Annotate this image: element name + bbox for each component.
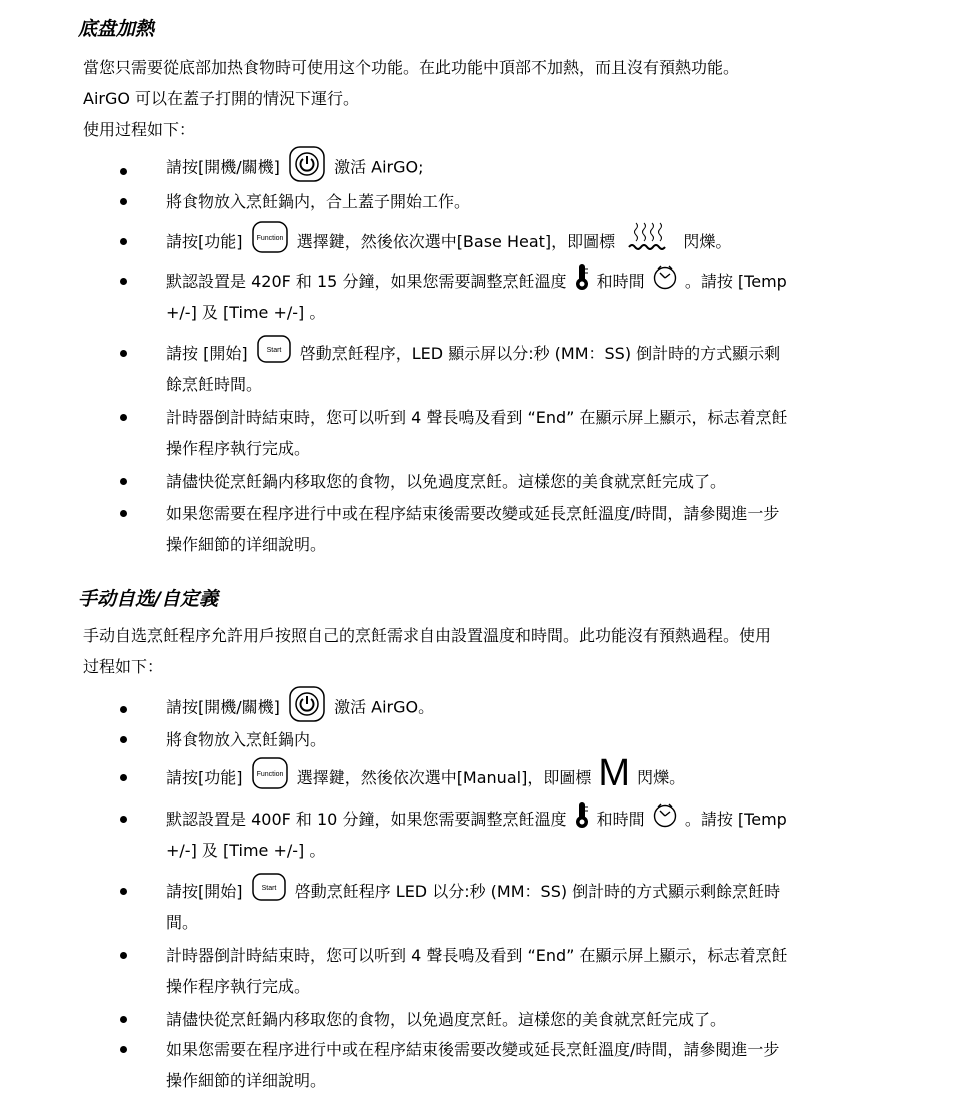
clock-icon [652, 264, 678, 290]
item-text: 閃爍。 [683, 232, 732, 251]
bullet [118, 736, 128, 746]
item-line: +/-] 及 [Time +/-] 。 [166, 841, 326, 860]
thermometer-icon [574, 801, 590, 829]
item-text: 請按[開機/關機] [166, 157, 280, 177]
section1-heading: 底盘加熱 [78, 18, 155, 40]
item-line: 間。 [166, 913, 199, 932]
item-line: +/-] 及 [Time +/-] 。 [166, 303, 326, 322]
item-text: 選擇鍵，然後依次選中[Manual]，即圖標 [296, 768, 592, 787]
power-icon [289, 686, 325, 722]
bullet [118, 816, 128, 826]
start-icon-label: Start [261, 884, 276, 892]
bullet [118, 510, 128, 520]
bullet [118, 706, 128, 716]
item-text: 請按[開始] [166, 882, 243, 901]
bullet [118, 774, 128, 784]
item-text: 將食物放入烹飪鍋内，合上蓋子開始工作。 [166, 192, 471, 211]
item-line [166, 804, 787, 835]
bullet [118, 414, 128, 424]
item-text: 和時間 [596, 272, 645, 291]
item-text: 閃爍。 [637, 768, 686, 787]
item-text: 請按 [開始] [166, 344, 248, 363]
bullet [118, 952, 128, 962]
item-line [166, 876, 780, 907]
item-text: 將食物放入烹飪鍋内。 [166, 730, 327, 749]
item-text: 啓動烹飪程序 LED 以分:秒 (MM：SS) 倒計時的方式顯示剩餘烹飪時 [294, 882, 781, 901]
function-icon-label: Function [256, 770, 284, 778]
item-line: 計時器倒計時結束時，您可以听到 4 聲長鳴及看到 “End” 在顯示屏上顯示，标志着烹飪 [166, 946, 788, 965]
item-text: 激活 AirGO; [334, 157, 424, 177]
item-line: 操作細節的详细說明。 [166, 1071, 327, 1090]
intro-line: 过程如下： [83, 657, 164, 676]
thermometer-icon [574, 263, 590, 291]
item-line: 計時器倒計時結束時，您可以听到 4 聲長鳴及看到 “End” 在顯示屏上顯示，标志着烹飪 [166, 408, 788, 427]
bullet [118, 350, 128, 360]
item-line [166, 266, 787, 297]
function-icon [252, 757, 288, 789]
manual-m-icon: M [598, 751, 631, 794]
bullet [118, 1016, 128, 1026]
item-text: 請按[開機/關機] [166, 697, 280, 717]
section2-intro [83, 620, 903, 682]
section2-heading: 手动自选/自定義 [78, 588, 218, 610]
intro-line: 當您只需要從底部加热食物時可使用这个功能。在此功能中頂部不加熱，而且沒有預熱功能。 [83, 58, 740, 77]
bullet [118, 478, 128, 488]
start-icon [257, 335, 291, 363]
item-line [166, 338, 780, 369]
item-line: 請儘快從烹飪鍋内移取您的食物，以免過度烹飪。這樣您的美食就烹飪完成了。 [166, 472, 727, 491]
item-line: 如果您需要在程序进行中或在程序結束後需要改變或延長烹飪溫度/時間，請參閱進一步 [166, 1040, 780, 1059]
item-text: 啓動烹飪程序，LED 顯示屏以分:秒 (MM：SS) 倒計時的方式顯示剩 [299, 344, 781, 363]
bullet [118, 198, 128, 208]
item-line: 操作程序執行完成。 [166, 977, 311, 996]
item-text: 默認設置是 400F 和 10 分鐘，如果您需要調整烹飪溫度 [166, 810, 567, 829]
bullet [118, 168, 128, 178]
item-text: 請按[功能] [166, 232, 243, 251]
function-icon [252, 221, 288, 253]
item-line: 如果您需要在程序进行中或在程序結束後需要改變或延長烹飪溫度/時間，請參閱進一步 [166, 504, 780, 523]
bullet [118, 888, 128, 898]
bullet [118, 238, 128, 248]
item-line: 餘烹飪時間。 [166, 375, 263, 394]
bullet [118, 1046, 128, 1056]
start-icon [252, 873, 286, 901]
item-line: 請儘快從烹飪鍋内移取您的食物，以免過度烹飪。這樣您的美食就烹飪完成了。 [166, 1010, 727, 1029]
bullet [118, 278, 128, 288]
section1-intro [83, 52, 903, 145]
power-icon [289, 146, 325, 182]
item-line: 操作程序執行完成。 [166, 439, 311, 458]
intro-line: 手动自选烹飪程序允許用戶按照自己的烹飪需求自由設置溫度和時間。此功能沒有預熱過程。使用 [83, 626, 772, 645]
item-text: 。請按 [Temp [684, 810, 787, 829]
base-heat-icon [624, 219, 674, 251]
item-text: 。請按 [Temp [684, 272, 787, 291]
clock-icon [652, 802, 678, 828]
item-line: 操作細節的详细說明。 [166, 535, 327, 554]
intro-line: 使用过程如下： [83, 120, 196, 139]
item-text: 請按[功能] [166, 768, 243, 787]
item-text: 和時間 [596, 810, 645, 829]
start-icon-label: Start [266, 346, 282, 354]
intro-line: AirGO 可以在蓋子打開的情況下運行。 [83, 89, 360, 108]
item-text: 選擇鍵，然後依次選中[Base Heat]，即圖標 [296, 232, 616, 251]
item-text: 默認設置是 420F 和 15 分鐘，如果您需要調整烹飪溫度 [166, 272, 567, 291]
item-text: 激活 AirGO。 [334, 697, 435, 717]
function-icon-label: Function [256, 234, 284, 242]
